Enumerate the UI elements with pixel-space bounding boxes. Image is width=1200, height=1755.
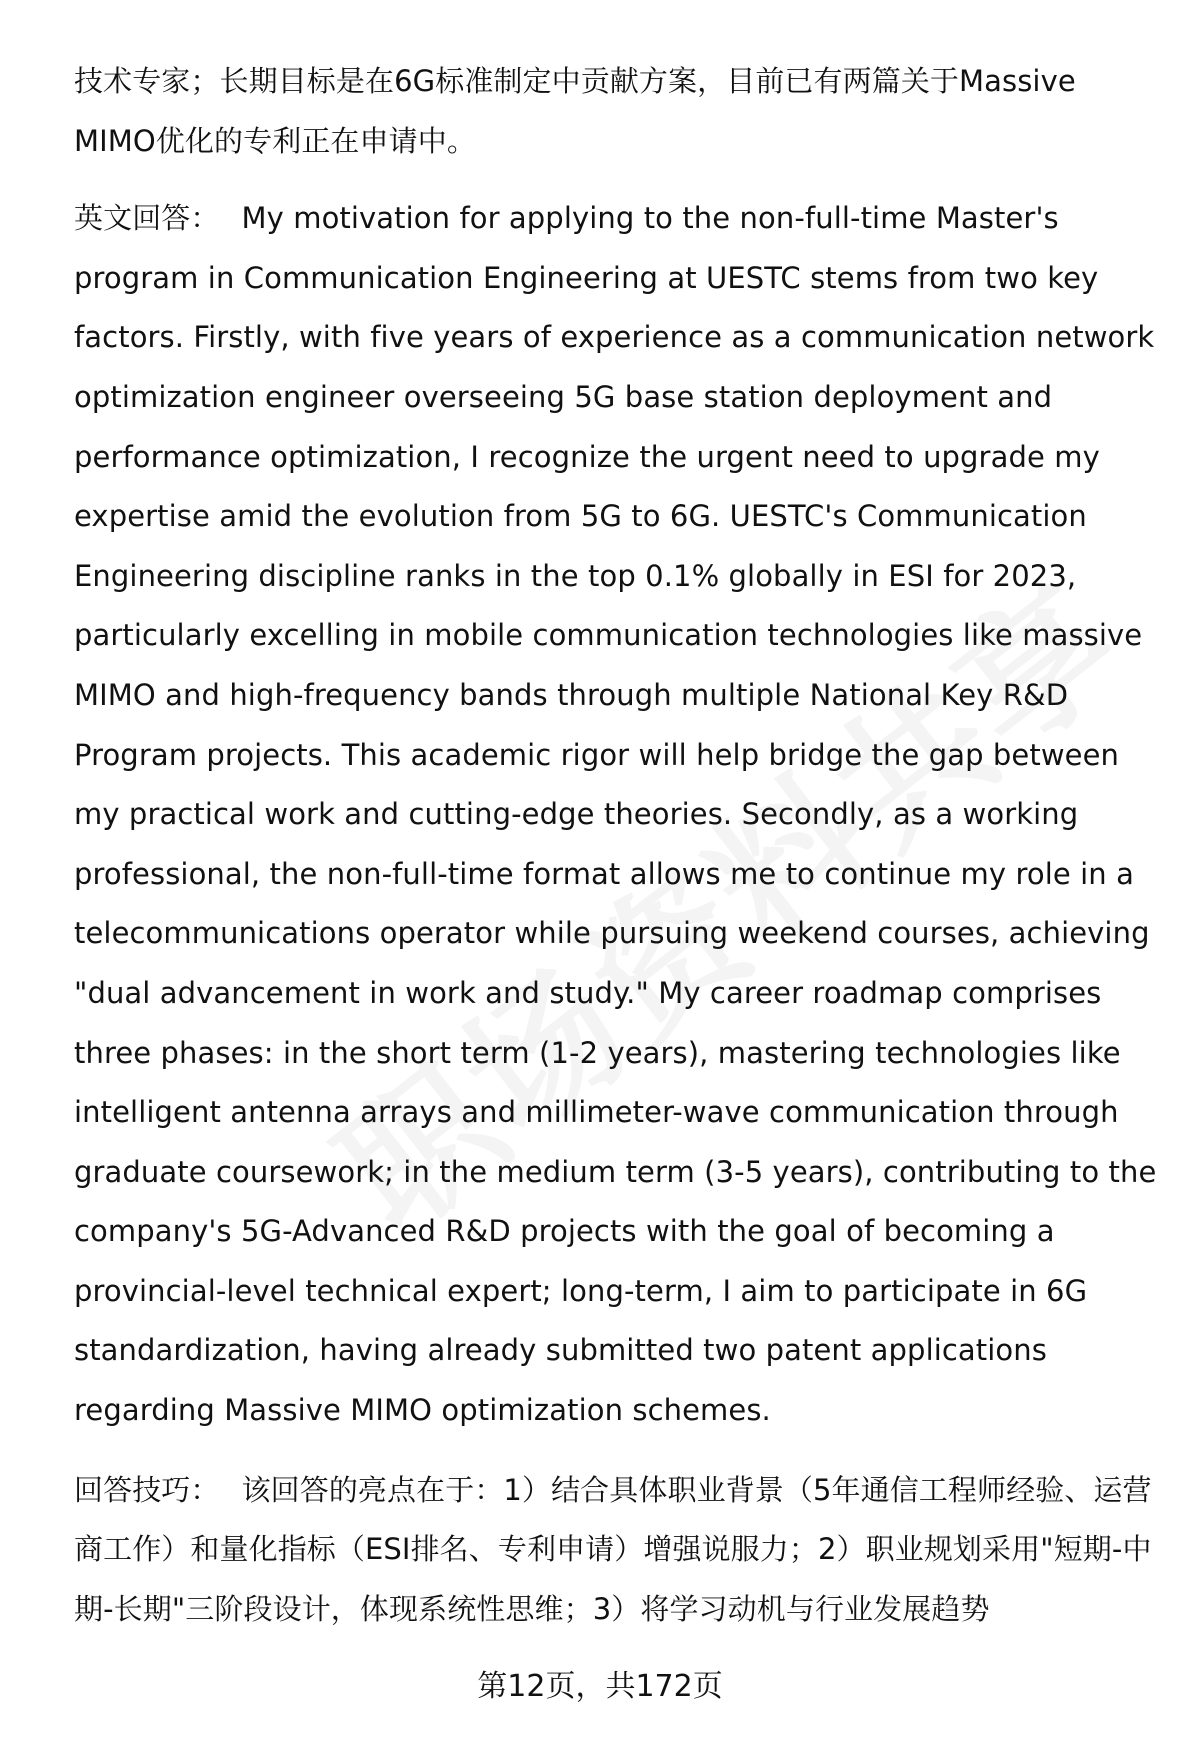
english-answer-text: My motivation for applying to the non-full-time Master's program in Communication Engineering at UESTC stems from two key factors. Firstly, with five years of experience as a communication network optimization engineer overseeing 5G base station deployment and performance optimization, I recognize the urgent need to upgrade my expertise amid the evolution from 5G to 6G. UESTC's Communication Engineering discipline ranks in the top 0.1% globally in ESI for 2023, particularly excelling in mobile communication technologies like massive MIMO and high-frequency bands through multiple National Key R&D Program projects. This academic rigor will help bridge the gap between my practical work and cutting-edge theories. Secondly, as a working professional, the non-full-time format allows me to continue my role in a telecommunications operator while pursuing weekend courses, achieving "dual advancement in work and study." My career roadmap comprises three phases: in the short term (1-2 years), mastering technologies like intelligent antenna arrays and millimeter-wave communication through graduate coursework; in the medium term (3-5 years), contributing to the company's 5G-Advanced R&D projects with the goal of becoming a provincial-level technical expert; long-term, I aim to participate in 6G standardization, having already submitted two patent applications regarding Massive MIMO optimization schemes.: [74, 201, 1157, 1428]
intro-paragraph: 技术专家；长期目标是在6G标准制定中贡献方案，目前已有两篇关于Massive MIMO优化的专利正在申请中。: [74, 64, 1076, 158]
answer-tips-text: 该回答的亮点在于：1）结合具体职业背景（5年通信工程师经验、运营商工作）和量化指标（ESI排名、专利申请）增强说服力；2）职业规划采用"短期-中期-长期"三阶段设计，体现系统性思维；3）将学习动机与行业发展趋势: [74, 1472, 1152, 1626]
english-answer-paragraph: [74, 189, 1164, 1440]
answer-tips-paragraph: [74, 1461, 1164, 1640]
page-number-footer: 第12页，共172页: [477, 1669, 723, 1704]
english-answer-label: 英文回答：: [74, 201, 220, 236]
answer-tips-label: 回答技巧：: [74, 1472, 220, 1507]
document-body: [74, 52, 1164, 1639]
